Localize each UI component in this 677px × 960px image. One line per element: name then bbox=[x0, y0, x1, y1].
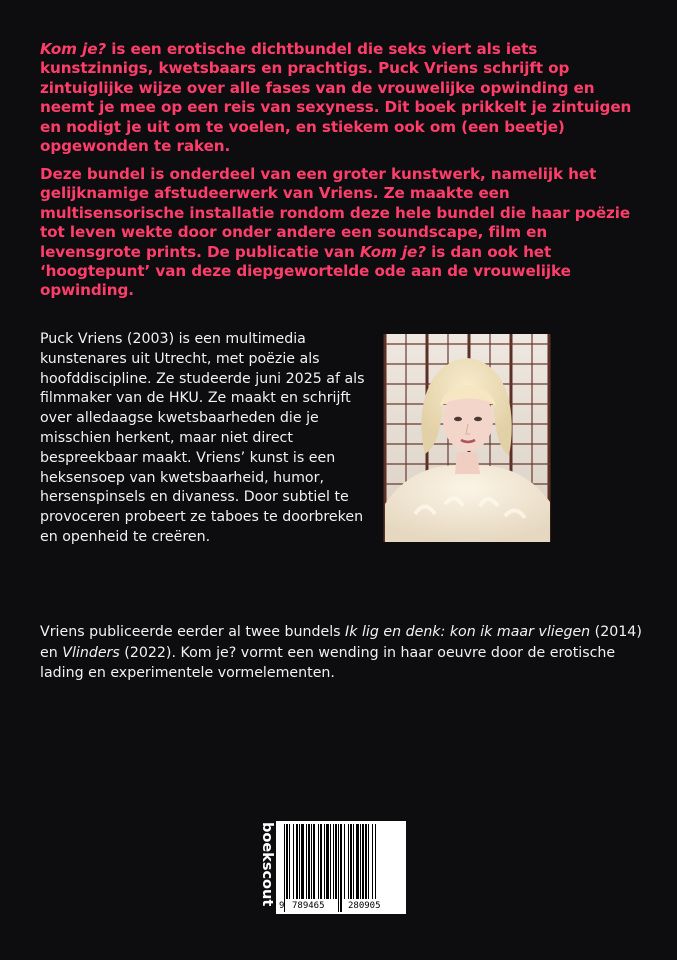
publisher-name: boekscout bbox=[259, 822, 275, 907]
more-text-3: (2022). Kom je? vormt een wending in haar oeuvre door de erotische lading en experimentele vormelementen. bbox=[40, 644, 616, 682]
barcode-bar bbox=[306, 824, 307, 899]
barcode-bar bbox=[335, 824, 337, 899]
more-text-1: Vriens publiceerde eerder al twee bundels bbox=[40, 624, 346, 640]
publisher-logo bbox=[244, 820, 275, 920]
barcode-bar bbox=[313, 824, 315, 899]
barcode-bar bbox=[375, 824, 376, 899]
barcode-bar bbox=[368, 824, 369, 899]
barcode-bar bbox=[362, 824, 364, 899]
author-bio: Puck Vriens (2003) is een multimedia kunstenares uit Utrecht, met poëzie als hoofddiscipline. Ze studeerde juni 2025 af als filmmaker van de HKU. Ze maakt en schrijft over alledaagse kwetsbaarheden die je misschien herkent, maar niet direct bespreekbaar maakt. Vriens’ kunst is een heksensoep van kwetsbaarheid, humor, hersenspinsels en divaness. Door subtiel te provoceren probeert ze taboes te doorbreken en openheid te creëren. bbox=[40, 331, 365, 545]
barcode-group-2: 280905 bbox=[348, 901, 381, 911]
barcode-lead-digit: 9 bbox=[279, 901, 285, 911]
barcode-bar bbox=[299, 824, 300, 899]
other-publications-paragraph bbox=[40, 622, 650, 684]
barcode-bar bbox=[324, 824, 325, 899]
barcode-bar bbox=[289, 824, 290, 899]
barcode-bar bbox=[348, 824, 349, 899]
book-title-2: Vlinders bbox=[62, 644, 120, 661]
barcode-bar bbox=[365, 824, 367, 899]
barcode-bar bbox=[286, 824, 288, 899]
barcode-bar bbox=[301, 824, 304, 899]
author-photo bbox=[385, 334, 550, 542]
book-title: Kom je? bbox=[40, 40, 107, 58]
barcode-bar bbox=[356, 824, 359, 899]
barcode-bar bbox=[311, 824, 312, 899]
barcode-bar bbox=[333, 824, 334, 899]
more-text-2: (2014) en bbox=[40, 624, 642, 661]
barcode-bar bbox=[330, 824, 331, 899]
barcode-bar bbox=[350, 824, 352, 899]
blurb-paragraph-2 bbox=[40, 165, 648, 301]
blurb-text-1: is een erotische dichtbundel die seks viert als iets kunstzinnigs, kwetsbaars en prachtigs. Puck Vriens schrijft op zintuiglijke wijze over alle fases van de vrouwelijke opwinding en neemt je mee op een reis van sexyness. Dit boek prikkelt je zintuigen en nodigt je uit om te voelen, en stiekem ook om (een beetje) opgewonden te raken. bbox=[40, 40, 632, 156]
book-title-1: Ik lig en denk: kon ik maar vliegen bbox=[345, 624, 591, 640]
book-title-inline: Kom je? bbox=[359, 242, 426, 261]
barcode-bar bbox=[360, 824, 361, 899]
barcode-bar bbox=[326, 824, 329, 899]
barcode-bar bbox=[320, 824, 322, 899]
blurb-text-2b: is dan ook het ‘hoogtepunt’ van deze diepgewortelde ode aan de vrouwelijke opwinding. bbox=[40, 242, 571, 300]
barcode-bar bbox=[296, 824, 298, 899]
barcode-group-1: 789465 bbox=[292, 901, 325, 911]
barcode-bar bbox=[308, 824, 310, 899]
blurb-paragraph-1 bbox=[40, 40, 648, 156]
barcode-bar bbox=[293, 824, 294, 899]
barcode-bar bbox=[318, 824, 319, 899]
blurb-text-2a: Deze bundel is onderdeel van een groter kunstwerk, namelijk het gelijknamige afstudeerwerk van Vriens. Ze maakte een multisensorische installatie rondom deze hele bundel die haar poëzie tot leven wekte door onder andere een soundscape, film en levensgrote prints. De publicatie van bbox=[40, 165, 631, 261]
barcode-bar bbox=[372, 824, 373, 899]
barcode-bar bbox=[344, 824, 345, 899]
barcode-digits bbox=[276, 899, 406, 913]
barcode-bar bbox=[353, 824, 354, 899]
